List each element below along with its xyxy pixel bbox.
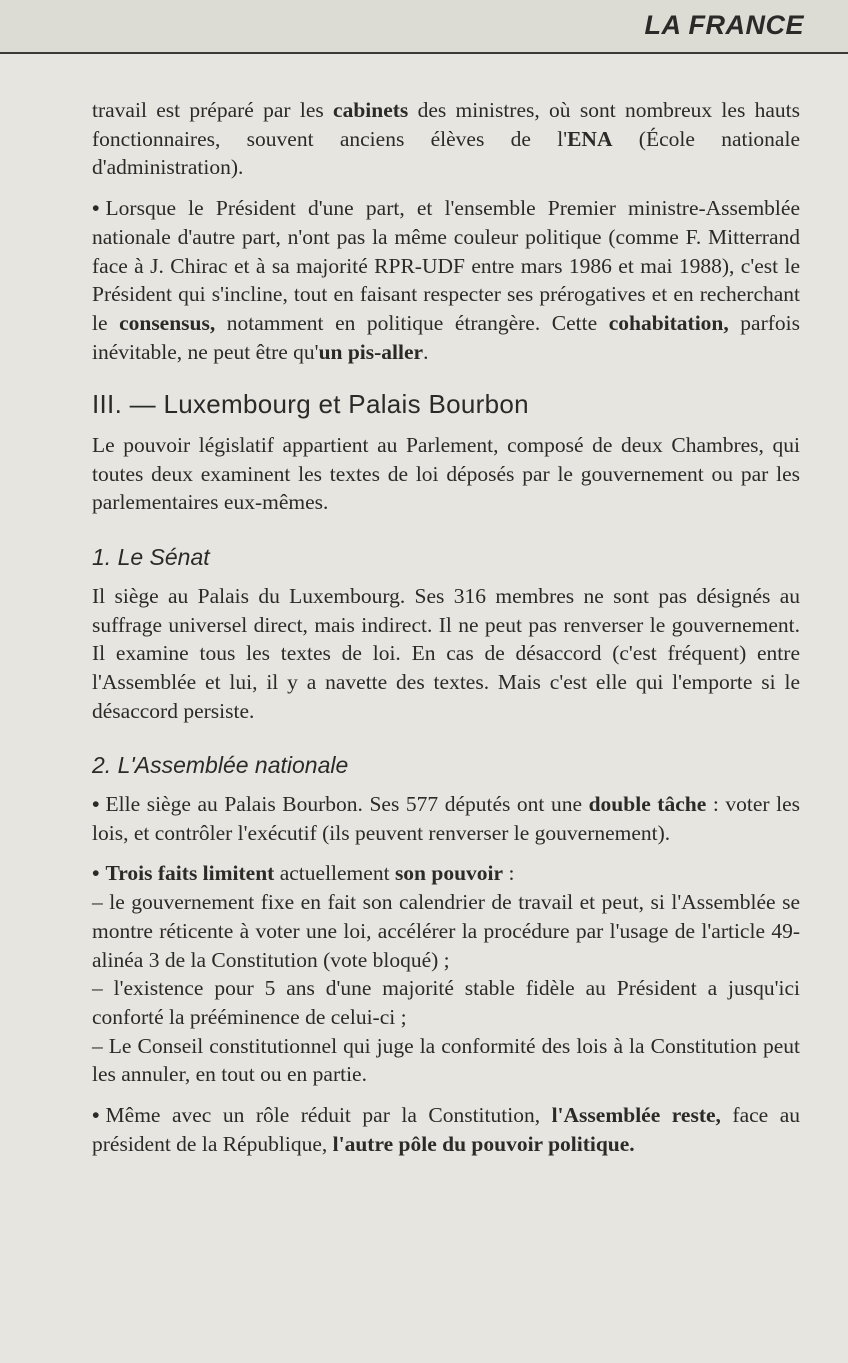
subheading-senat: 1. Le Sénat (92, 544, 210, 571)
paragraph-cohabitation: • Lorsque le Président d'une part, et l'ensemble Premier ministre-Assemblée nationale d'autre part, n'ont pas la même couleur politique (comme F. Mitterrand face à J. Chirac et à sa majorité RPR-UDF entre mars 1986 et mai 1988), c'est le Président qui s'incline, tout en faisant respecter ses prérogatives et en recherchant le consensus, notamment en politique étrangère. Cette cohabitation, parfois inévitable, ne peut être qu'un pis-aller. (92, 196, 800, 364)
paragraph-conclusion: • Même avec un rôle réduit par la Constitution, l'Assemblée reste, face au président de la République, l'autre pôle du pouvoir politique. (92, 1103, 800, 1156)
bullet-icon: • (92, 792, 100, 817)
list-item: – l'existence pour 5 ans d'une majorité stable fidèle au Président a jusqu'ici conforté la prééminence de celui-ci ; (92, 976, 800, 1029)
section-heading: III. — Luxembourg et Palais Bourbon (92, 389, 529, 420)
header-rule (0, 52, 848, 54)
running-head: LA FRANCE (644, 10, 804, 40)
bullet-icon: • (92, 861, 100, 886)
paragraph-parlement: Le pouvoir législatif appartient au Parlement, composé de deux Chambres, qui toutes deux examinent les textes de loi déposés par le gouvernement ou par les parlementaires eux-mêmes. (92, 433, 800, 515)
paragraph-assemblee-siege: • Elle siège au Palais Bourbon. Ses 577 députés ont une double tâche : voter les lois, et contrôler l'exécutif (ils peuvent renverser le gouvernement). (92, 792, 800, 845)
subheading-assemblee: 2. L'Assemblée nationale (92, 752, 349, 779)
paragraph-senat: Il siège au Palais du Luxembourg. Ses 316 membres ne sont pas désignés au suffrage universel direct, mais indirect. Il ne peut pas renverser le gouvernement. Il examine tous les textes de loi. En cas de désaccord (c'est fréquent) entre l'Assemblée et lui, il y a navette des textes. Mais c'est elle qui l'emporte si le désaccord persiste. (92, 583, 800, 723)
list-item: – le gouvernement fixe en fait son calendrier de travail et peut, si l'Assemblée se montre réticente à voter une loi, accélérer la procédure par l'usage de l'article 49-alinéa 3 de la Constitution (vote bloqué) ; (92, 890, 800, 972)
body-text (92, 96, 800, 1171)
bullet-icon: • (92, 1103, 100, 1128)
list-item: – Le Conseil constitutionnel qui juge la conformité des lois à la Constitution peut les annuler, en tout ou en partie. (92, 1033, 800, 1087)
paragraph-trois-faits: • Trois faits limitent actuellement son pouvoir : – le gouvernement fixe en fait son calendrier de travail et peut, si l'Assemblée se montre réticente à voter une loi, accélérer la procédure par l'usage de l'article 49-alinéa 3 de la Constitution (vote bloqué) ; – l'existence pour 5 ans d'une majorité stable fidèle au Président a jusqu'ici conforté la prééminence de celui-ci ; – Le Conseil constitutionnel qui juge la conformité des lois à la Constitution peut les annuler, en tout ou en partie. (92, 859, 800, 1089)
paragraph-cabinets: travail est préparé par les cabinets des ministres, où sont nombreux les hauts fonctionnaires, souvent anciens élèves de l'ENA (École nationale d'administration). (92, 98, 800, 180)
bullet-icon: • (92, 196, 100, 221)
